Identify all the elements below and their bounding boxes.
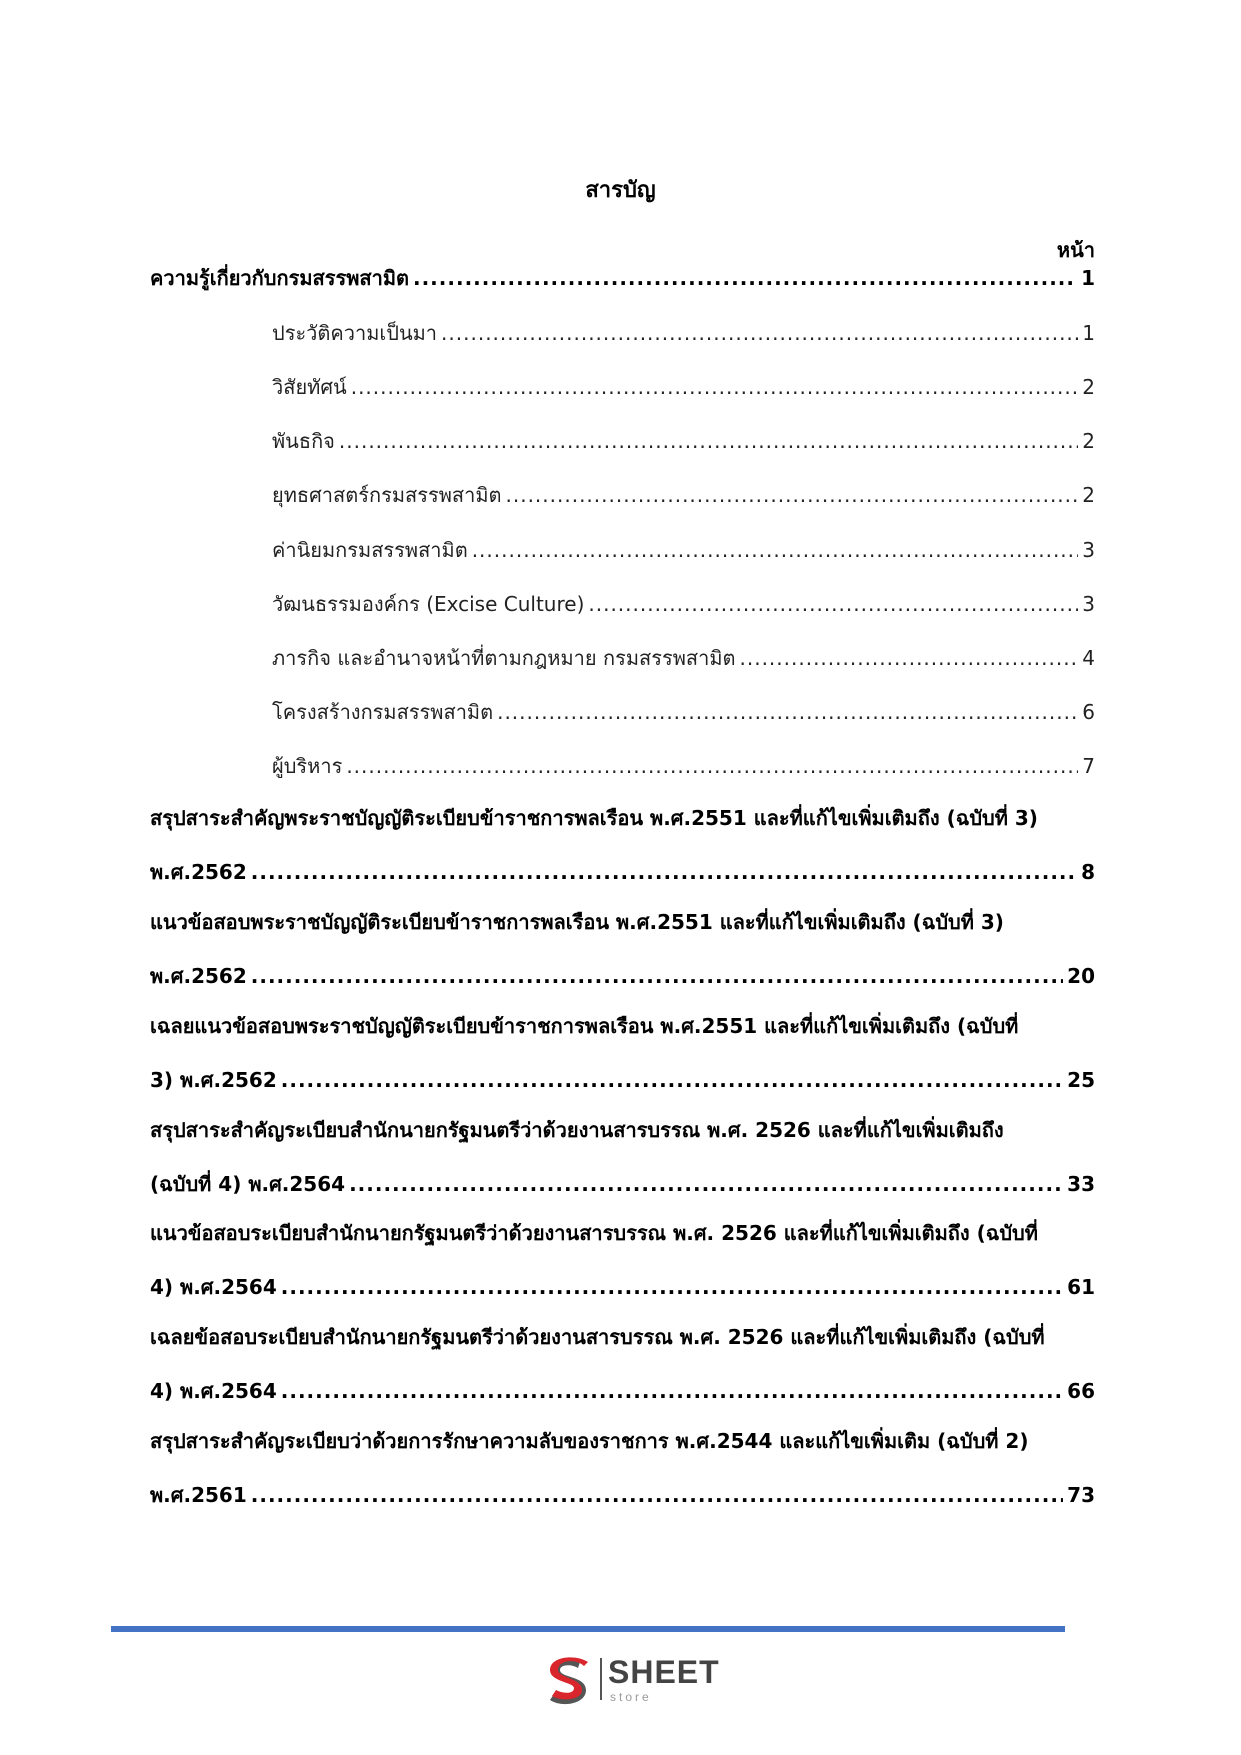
toc-entry-text-line2: (ฉบับที่ 4) พ.ศ.2564 [150,1172,346,1196]
toc-entry-text-line1: เฉลยข้อสอบระเบียบสำนักนายกรัฐมนตรีว่าด้วยงานสารบรรณ พ.ศ. 2526 และที่แก้ไขเพิ่มเติมถึง (ฉบับที่ [150,1325,1045,1349]
sheet-store-logo [540,1652,720,1708]
toc-subentry[interactable] [272,588,1095,618]
toc-page-number: 8 [1081,860,1095,884]
toc-page-number: 25 [1067,1068,1095,1092]
toc-page-number: 3 [1082,538,1095,562]
dot-leader [497,700,1078,724]
page-column-label: หน้า [1056,238,1095,262]
toc-page-number: 66 [1067,1379,1095,1403]
toc-page-number: 7 [1082,754,1095,778]
toc-entry-text-line2: พ.ศ.2562 [150,964,247,988]
toc-entry-text-line1: เฉลยแนวข้อสอบพระราชบัญญัติระเบียบข้าราชการพลเรือน พ.ศ.2551 และที่แก้ไขเพิ่มเติมถึง (ฉบับที่ [150,1014,1019,1038]
toc-entry[interactable] [150,802,1095,886]
toc-entry-text-line1: แนวข้อสอบระเบียบสำนักนายกรัฐมนตรีว่าด้วยงานสารบรรณ พ.ศ. 2526 และที่แก้ไขเพิ่มเติมถึง (ฉบับที่ [150,1221,1038,1245]
toc-entry-text: ประวัติความเป็นมา [272,321,438,345]
toc-subentry[interactable] [272,479,1095,509]
toc-entry-text: ความรู้เกี่ยวกับกรมสรรพสามิต [150,266,409,290]
dot-leader [251,964,1063,988]
toc-page-number: 4 [1082,646,1095,670]
toc-entry-text-line2: 4) พ.ศ.2564 [150,1275,277,1299]
toc-entry[interactable] [150,1010,1095,1094]
toc-subentry[interactable] [272,534,1095,564]
toc-entry[interactable] [150,1217,1095,1301]
dot-leader [351,375,1079,399]
toc-entry[interactable] [150,1321,1095,1405]
toc-entry[interactable] [150,1114,1095,1198]
toc-entry-text-line1: สรุปสาระสำคัญระเบียบสำนักนายกรัฐมนตรีว่าด้วยงานสารบรรณ พ.ศ. 2526 และที่แก้ไขเพิ่มเติมถึง [150,1118,1004,1142]
toc-entry-text-line1: สรุปสาระสำคัญพระราชบัญญัติระเบียบข้าราชการพลเรือน พ.ศ.2551 และที่แก้ไขเพิ่มเติมถึง (ฉบับที่ 3) [150,806,1038,830]
dot-leader [740,646,1079,670]
dot-leader [339,429,1078,453]
sheet-logo-icon [540,1652,596,1708]
dot-leader [441,321,1078,345]
dot-leader [281,1379,1063,1403]
toc-entry[interactable] [150,1425,1095,1509]
toc-entry-text: วิสัยทัศน์ [272,375,347,399]
toc-title: สารบัญ [585,178,656,203]
toc-entry-text-line2: 4) พ.ศ.2564 [150,1379,277,1403]
toc-subentry[interactable] [272,696,1095,726]
toc-page-number: 3 [1082,592,1095,616]
toc-page-number: 61 [1067,1275,1095,1299]
dot-leader [413,266,1077,290]
toc-page-number: 1 [1081,266,1095,290]
toc-page-number: 2 [1082,429,1095,453]
toc-entry-text-line1: สรุปสาระสำคัญระเบียบว่าด้วยการรักษาความลับของราชการ พ.ศ.2544 และแก้ไขเพิ่มเติม (ฉบับที่ 2) [150,1429,1029,1453]
dot-leader [588,592,1078,616]
toc-entry-text: พันธกิจ [272,429,335,453]
toc-subentry[interactable] [272,750,1095,780]
footer-rule [111,1626,1065,1632]
toc-entry-text: ภารกิจ และอำนาจหน้าที่ตามกฎหมาย กรมสรรพสามิต [272,646,736,670]
toc-entry-text: โครงสร้างกรมสรรพสามิต [272,700,494,724]
dot-leader [251,1483,1063,1507]
toc-entry-text-line2: 3) พ.ศ.2562 [150,1068,277,1092]
dot-leader [472,538,1079,562]
logo-subtext: store [610,1690,652,1704]
dot-leader [346,754,1078,778]
toc-entry[interactable] [150,262,1095,292]
dot-leader [349,1172,1063,1196]
dot-leader [281,1275,1063,1299]
toc-entry-text: ยุทธศาสตร์กรมสรรพสามิต [272,483,502,507]
toc-entry-text: วัฒนธรรมองค์กร (Excise Culture) [272,592,585,616]
toc-subentry[interactable] [272,317,1095,347]
toc-subentry[interactable] [272,642,1095,672]
toc-entry-text: ค่านิยมกรมสรรพสามิต [272,538,468,562]
toc-entry-text: ผู้บริหาร [272,754,343,778]
dot-leader [281,1068,1063,1092]
toc-page-number: 6 [1082,700,1095,724]
dot-leader [251,860,1077,884]
dot-leader [506,483,1079,507]
toc-entry-text-line1: แนวข้อสอบพระราชบัญญัติระเบียบข้าราชการพลเรือน พ.ศ.2551 และที่แก้ไขเพิ่มเติมถึง (ฉบับที่ 3) [150,910,1004,934]
toc-entry-text-line2: พ.ศ.2561 [150,1483,247,1507]
toc-page-number: 33 [1067,1172,1095,1196]
toc-page-number: 1 [1082,321,1095,345]
toc-page-number: 2 [1082,375,1095,399]
toc-subentry[interactable] [272,371,1095,401]
toc-entry-text-line2: พ.ศ.2562 [150,860,247,884]
toc-page-number: 20 [1067,964,1095,988]
logo-divider [600,1658,602,1700]
toc-subentry[interactable] [272,425,1095,455]
logo-wordmark: SHEET [608,1654,720,1690]
toc-page-number: 73 [1067,1483,1095,1507]
toc-page-number: 2 [1082,483,1095,507]
toc-entry[interactable] [150,906,1095,990]
